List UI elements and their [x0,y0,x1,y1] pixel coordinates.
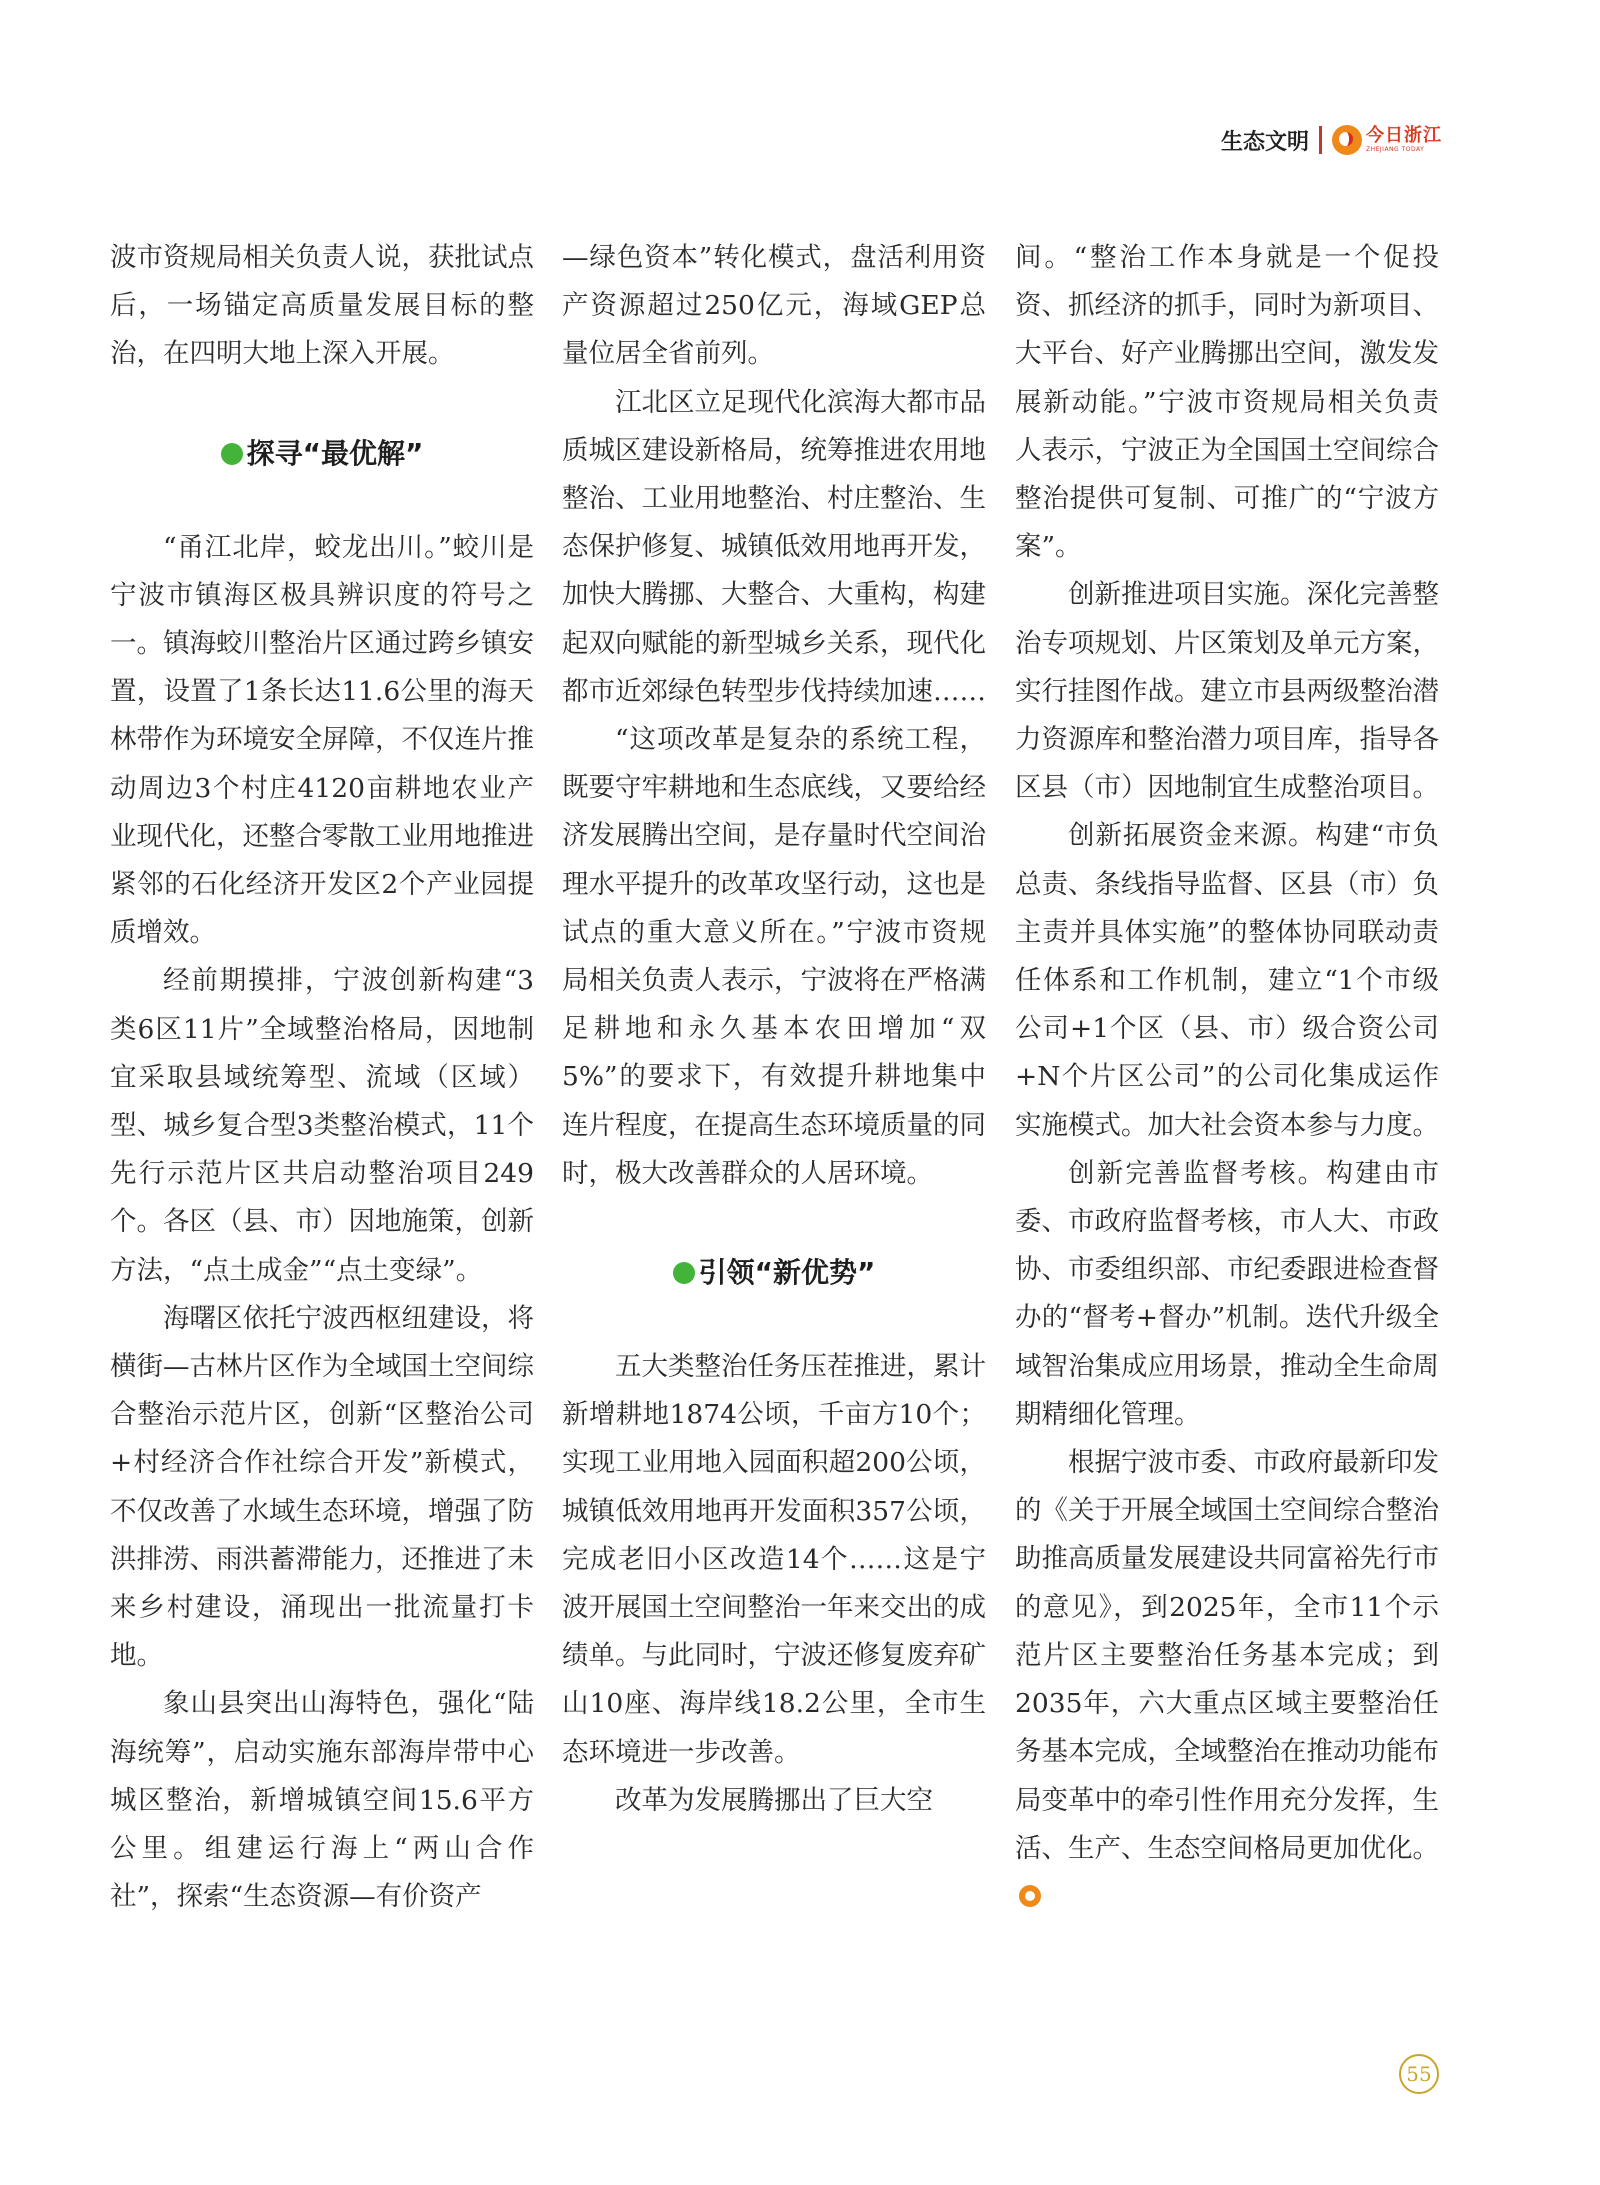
section-heading: 引领“新优势” [562,1253,986,1293]
logo-mark-icon [1332,125,1362,155]
paragraph: —绿色资本”转化模式，盘活利用资产资源超过250亿元，海域GEP总量位居全省前列。 [562,242,986,370]
paragraph: 波市资规局相关负责人说，获批试点后，一场锚定高质量发展目标的整治，在四明大地上深入开展。 [110,242,534,370]
green-bullet-icon [673,1262,695,1284]
logo-title: 今日浙江 [1366,125,1442,146]
paragraph: 海曙区依托宁波西枢纽建设，将横街—古林片区作为全域国土空间综合整治示范片区，创新“区整治公司+村经济合作社综合开发”新模式，不仅改善了水域生态环境，增强了防洪排涝、雨洪蓄滞能力，还推进了未来乡村建设，涌现出一批流量打卡地。 [110,1302,534,1672]
magazine-logo [1332,125,1442,155]
green-bullet-icon [221,443,243,465]
article-column-2 [562,234,986,1825]
paragraph: 五大类整治任务压茬推进，累计新增耕地1874公顷，千亩方10个；实现工业用地入园面积超200公顷，城镇低效用地再开发面积357公顷，完成老旧小区改造14个……这是宁波开展国土空间整治一年来交出的成绩单。与此同时，宁波还修复废弃矿山10座、海岸线18.2公里，全市生态环境进一步改善。 [562,1351,986,1768]
page-number: 55 [1399,2054,1439,2094]
section-heading: 探寻“最优解” [110,434,534,474]
paragraph: 根据宁波市委、市政府最新印发的《关于开展全域国土空间综合整治助推高质量发展建设共同富裕先行市的意见》，到2025年，全市11个示范片区主要整治任务基本完成；到2035年，六大重点区域主要整治任务基本完成，全域整治在推动功能布局变革中的牵引性作用充分发挥，生活、生产、生态空间格局更加优化。 [1015,1439,1439,1921]
article-column-3 [1015,234,1439,1921]
paragraph: 江北区立足现代化滨海大都市品质城区建设新格局，统筹推进农用地整治、工业用地整治、村庄整治、生态保护修复、城镇低效用地再开发，加快大腾挪、大整合、大重构，构建起双向赋能的新型城乡关系，现代化都市近郊绿色转型步伐持续加速…… [562,386,986,707]
article-column-1 [110,234,534,1922]
paragraph: “这项改革是复杂的系统工程，既要守牢耕地和生态底线，又要给经济发展腾出空间，是存量时代空间治理水平提升的改革攻坚行动，这也是试点的重大意义所在。”宁波市资规局相关负责人表示，宁波将在严格满足耕地和永久基本农田增加“双5%”的要求下，有效提升耕地集中连片程度，在提高生态环境质量的同时，极大改善群众的人居环境。 [562,724,986,1189]
logo-subtitle: ZHEJIANG TODAY [1366,146,1425,153]
paragraph: 间。“整治工作本身就是一个促投资、抓经济的抓手，同时为新项目、大平台、好产业腾挪出空间，激发发展新动能。”宁波市资规局相关负责人表示，宁波正为全国国土空间综合整治提供可复制、可推广的“宁波方案”。 [1015,242,1439,563]
paragraph: 创新推进项目实施。深化完善整治专项规划、片区策划及单元方案，实行挂图作战。建立市县两级整治潜力资源库和整治潜力项目库，指导各区县（市）因地制宜生成整治项目。 [1015,579,1439,804]
paragraph: “甬江北岸，蛟龙出川。”蛟川是宁波市镇海区极具辨识度的符号之一。镇海蛟川整治片区通过跨乡镇安置，设置了1条长达11.6公里的海天林带作为环境安全屏障，不仅连片推动周边3个村庄4120亩耕地农业产业现代化，还整合零散工业用地推进紧邻的石化经济开发区2个产业园提质增效。 [110,531,534,949]
paragraph: 象山县突出山海特色，强化“陆海统筹”，启动实施东部海岸带中心城区整治，新增城镇空间15.6平方公里。组建运行海上“两山合作社”，探索“生态资源—有价资产 [110,1688,534,1913]
page-header [1221,122,1442,158]
article-end-logo-icon [1019,1885,1041,1907]
section-name: 生态文明 [1220,129,1309,155]
paragraph: 创新拓展资金来源。构建“市负总责、条线指导监督、区县（市）负主责并具体实施”的整体协同联动责任体系和工作机制，建立“1个市级公司+1个区（县、市）级合资公司+N个片区公司”的公司化集成运作实施模式。加大社会资本参与力度。 [1015,820,1439,1141]
paragraph: 经前期摸排，宁波创新构建“3类6区11片”全域整治格局，因地制宜采取县域统筹型、流域（区域）型、城乡复合型3类整治模式，11个先行示范片区共启动整治项目249个。各区（县、市）因地施策，创新方法，“点土成金”“点土变绿”。 [110,965,534,1286]
paragraph: 创新完善监督考核。构建由市委、市政府监督考核，市人大、市政协、市委组织部、市纪委跟进检查督办的“督考+督办”机制。迭代升级全域智治集成应用场景，推动全生命周期精细化管理。 [1015,1157,1439,1430]
paragraph: 改革为发展腾挪出了巨大空 [615,1784,933,1816]
header-divider [1319,126,1322,154]
